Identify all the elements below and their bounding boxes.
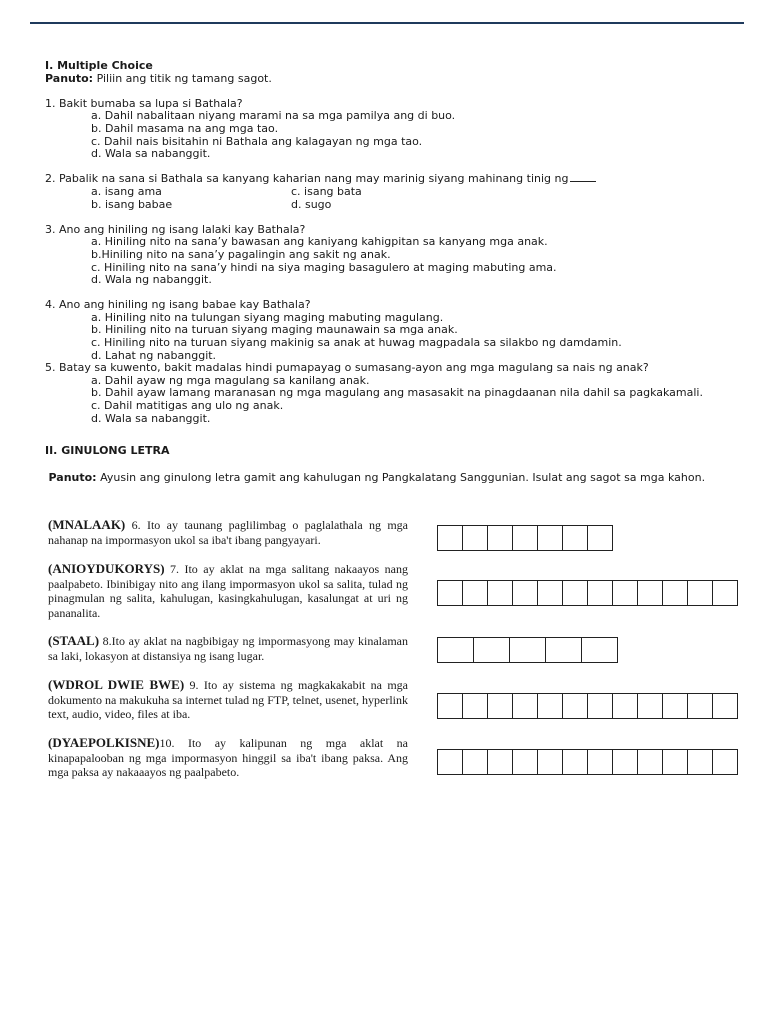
jumbled-item-10: (DYAEPOLKISNE)10. Ito ay kalipunan ng mga aklat na kinapapalooban ng mga impormasyon hinggil sa iba't ibang paksa. Ang mga paksa ay nakaaayos ng paalpabeto. [48, 735, 408, 779]
option: a. Hiniling nito na sana’y bawasan ang kaniyang kahigpitan sa kanyang mga anak. [91, 235, 548, 249]
section-heading: II. GINULONG LETRA [45, 444, 170, 457]
answer-boxes-7[interactable] [437, 580, 738, 606]
letter-box[interactable] [438, 750, 463, 774]
letter-box[interactable] [513, 750, 538, 774]
answer-boxes-6[interactable] [437, 525, 613, 551]
letter-box[interactable] [538, 694, 563, 718]
letter-box[interactable] [613, 694, 638, 718]
section-heading: I. Multiple Choice [45, 59, 153, 72]
answer-boxes-9[interactable] [437, 693, 738, 719]
letter-box[interactable] [613, 750, 638, 774]
letter-box[interactable] [613, 581, 638, 605]
option: a. Hiniling nito na tulungan siyang maging mabuting magulang. [91, 310, 444, 324]
letter-box[interactable] [663, 694, 688, 718]
letter-box[interactable] [510, 638, 546, 662]
letter-box[interactable] [513, 526, 538, 550]
letter-box[interactable] [488, 750, 513, 774]
option: d. sugo [291, 197, 332, 211]
letter-box[interactable] [563, 750, 588, 774]
option: b. Dahil ayaw lamang maranasan ng mga magulang ang masasakit na pinagdaanan nila dahil sa pagkakamali. [91, 386, 703, 400]
letter-box[interactable] [438, 526, 463, 550]
option: c. Dahil nais bisitahin ni Bathala ang kalagayan ng mga tao. [91, 134, 423, 148]
option: c. Dahil matitigas ang ulo ng anak. [91, 399, 284, 413]
jumbled-item-6: (MNALAAK) 6. Ito ay taunang paglilimbag o paglalathala ng mga nahanap na impormasyon ukol sa iba't ibang pangyayari. [48, 517, 408, 547]
option: b. Hiniling nito na turuan siyang maging maunawain sa mga anak. [91, 323, 458, 337]
directions: Panuto: Ayusin ang ginulong letra gamit ang kahulugan ng Pangkalatang Sanggunian. Isulat ang sagot sa mga kahon. [48, 471, 706, 484]
option: b. Dahil masama na ang mga tao. [91, 121, 279, 135]
letter-box[interactable] [713, 750, 737, 774]
question-5: 5. Batay sa kuwento, bakit madalas hindi pumapayag o sumasang-ayon ang mga magulang sa nais ng anak? [45, 361, 649, 375]
option: c. isang bata [291, 184, 362, 198]
letter-box[interactable] [538, 750, 563, 774]
letter-box[interactable] [438, 581, 463, 605]
letter-box[interactable] [474, 638, 510, 662]
letter-box[interactable] [588, 581, 613, 605]
letter-box[interactable] [638, 581, 663, 605]
letter-box[interactable] [588, 750, 613, 774]
letter-box[interactable] [488, 581, 513, 605]
letter-box[interactable] [563, 526, 588, 550]
option: a. Dahil nabalitaan niyang marami na sa mga pamilya ang di buo. [91, 109, 456, 123]
letter-box[interactable] [463, 750, 488, 774]
letter-box[interactable] [488, 694, 513, 718]
letter-box[interactable] [438, 694, 463, 718]
option: b.Hiniling nito na sana’y pagalingin ang sakit ng anak. [91, 247, 391, 261]
letter-box[interactable] [713, 694, 737, 718]
letter-box[interactable] [638, 694, 663, 718]
letter-box[interactable] [588, 694, 613, 718]
question-2: 2. Pabalik na sana si Bathala sa kanyang kaharian nang may marinig siyang mahinang tinig ng [45, 173, 745, 186]
letter-box[interactable] [513, 694, 538, 718]
option: a. isang ama [91, 184, 162, 198]
letter-box[interactable] [463, 694, 488, 718]
directions: Panuto: Piliin ang titik ng tamang sagot. [45, 71, 272, 85]
letter-box[interactable] [488, 526, 513, 550]
letter-box[interactable] [688, 750, 713, 774]
option: d. Wala ng nabanggit. [91, 273, 212, 287]
option: a. Dahil ayaw ng mga magulang sa kanilang anak. [91, 373, 370, 387]
answer-blank [570, 181, 596, 182]
question-4: 4. Ano ang hiniling ng isang babae kay Bathala? [45, 298, 311, 312]
option: c. Hiniling nito na turuan siyang makinig sa anak at huwag magpadala sa silakbo ng damdamin. [91, 336, 622, 350]
jumbled-item-9: (WDROL DWIE BWE) 9. Ito ay sistema ng magkakakabit na mga dokumento na makukuha sa internet tulad ng FTP, telnet, usenet, hyperlink text, audio, video, files at iba. [48, 677, 408, 721]
jumbled-item-8: (STAAL) 8.Ito ay aklat na nagbibigay ng impormasyong may kinalaman sa laki, lokasyon at distansiya ng isang lugar. [48, 633, 408, 663]
multiple-choice-section [45, 60, 745, 425]
question-3: 3. Ano ang hiniling ng isang lalaki kay Bathala? [45, 222, 306, 236]
letter-box[interactable] [638, 750, 663, 774]
letter-box[interactable] [546, 638, 582, 662]
letter-box[interactable] [563, 581, 588, 605]
option: d. Wala sa nabanggit. [91, 411, 211, 425]
letter-box[interactable] [513, 581, 538, 605]
letter-box[interactable] [563, 694, 588, 718]
letter-box[interactable] [663, 581, 688, 605]
letter-box[interactable] [688, 694, 713, 718]
option: d. Lahat ng nabanggit. [91, 348, 217, 362]
jumbled-item-7: (ANIOYDUKORYS) 7. Ito ay aklat na mga salitang nakaayos nang paalpabeto. Ibinibigay nito ang ilang impormasyon ukol sa salita, tulad ng pinagmulan ng salita, kahulugan, kasingkahulugan, kasalungat at uri ng pananalita. [48, 561, 408, 620]
answer-boxes-8[interactable] [437, 637, 618, 663]
letter-box[interactable] [582, 638, 617, 662]
option: c. Hiniling nito na sana’y hindi na siya maging basagulero at maging mabuting ama. [91, 260, 557, 274]
top-rule [30, 22, 744, 24]
letter-box[interactable] [588, 526, 612, 550]
letter-box[interactable] [538, 526, 563, 550]
option: d. Wala sa nabanggit. [91, 147, 211, 161]
letter-box[interactable] [663, 750, 688, 774]
letter-box[interactable] [538, 581, 563, 605]
letter-box[interactable] [463, 526, 488, 550]
answer-boxes-10[interactable] [437, 749, 738, 775]
letter-box[interactable] [688, 581, 713, 605]
option: b. isang babae [91, 197, 173, 211]
letter-box[interactable] [438, 638, 474, 662]
question-1: 1. Bakit bumaba sa lupa si Bathala? [45, 96, 243, 110]
letter-box[interactable] [463, 581, 488, 605]
letter-box[interactable] [713, 581, 737, 605]
